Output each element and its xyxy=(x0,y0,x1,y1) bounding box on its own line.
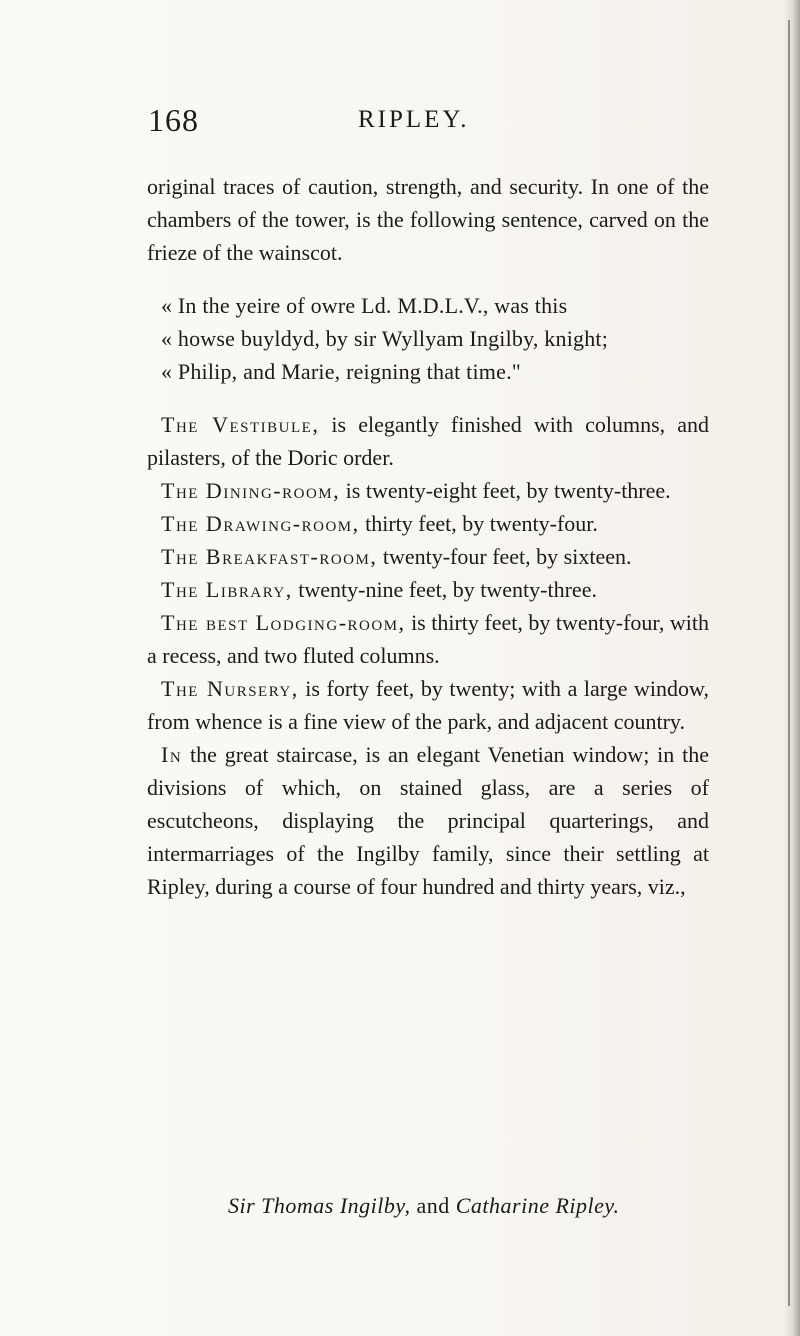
room-description: is thirty feet, by twenty-four, with a recess, and two fluted columns. xyxy=(147,610,709,668)
staircase-paragraph xyxy=(147,738,709,903)
room-name: The Drawing-room, xyxy=(161,511,360,536)
room-name: The Nursery, xyxy=(161,676,299,701)
room-description: twenty-four feet, by sixteen. xyxy=(377,544,632,569)
staircase-lead: In xyxy=(161,742,183,767)
room-entry-dining xyxy=(147,474,709,507)
body-text xyxy=(147,170,709,903)
room-entry-lodging xyxy=(147,606,709,672)
page-number: 168 xyxy=(148,102,199,138)
room-name: The Breakfast-room, xyxy=(161,544,378,569)
room-name: The Dining-room, xyxy=(161,478,341,503)
names-line xyxy=(228,1193,619,1219)
room-entry-breakfast xyxy=(147,540,709,573)
room-entry-drawing xyxy=(147,507,709,540)
running-title: RIPLEY. xyxy=(358,106,470,133)
room-description: is elegantly finished with columns, and pilasters, of the Doric order. xyxy=(147,412,710,470)
quote-line: « howse buyldyd, by sir Wyllyam Ingilby, knight; xyxy=(161,326,609,351)
room-name: The best Lodging-room, xyxy=(161,610,406,635)
quote-line: « In the yeire of owre Ld. M.D.L.V., was this xyxy=(161,293,568,318)
room-description: is twenty-eight feet, by twenty-three. xyxy=(340,478,671,503)
name-catharine: Catharine Ripley. xyxy=(455,1193,620,1218)
room-description: thirty feet, by twenty-four. xyxy=(359,511,598,536)
room-name: The Vestibule, xyxy=(161,412,320,437)
inscription-quote xyxy=(147,289,709,388)
room-description: twenty-nine feet, by twenty-three. xyxy=(292,577,597,602)
room-entry-vestibule xyxy=(147,408,709,474)
page-header xyxy=(148,102,708,152)
names-connector: and xyxy=(410,1193,456,1218)
intro-paragraph: original traces of caution, strength, and security. In one of the chambers of the tower, is the following sentence, carved on the frieze of the wainscot. xyxy=(147,174,709,265)
page-edge-rule xyxy=(788,20,790,1306)
room-entry-library xyxy=(147,573,709,606)
name-thomas: Sir Thomas Ingilby, xyxy=(228,1193,411,1218)
room-entry-nursery xyxy=(147,672,709,738)
staircase-text: the great staircase, is an elegant Venetian window; in the divisions of which, on stained glass, are a series of escutcheons, displaying the principal quarterings, and intermarriages of the Ingilby family, since their settling at Ripley, during a course of four hundred and thirty years, viz., xyxy=(147,742,709,899)
room-description: is forty feet, by twenty; with a large window, from whence is a fine view of the park, and adjacent country. xyxy=(147,676,709,734)
quote-line: « Philip, and Marie, reigning that time." xyxy=(161,359,521,384)
page-edge-shadow xyxy=(784,0,800,1336)
room-name: The Library, xyxy=(161,577,293,602)
